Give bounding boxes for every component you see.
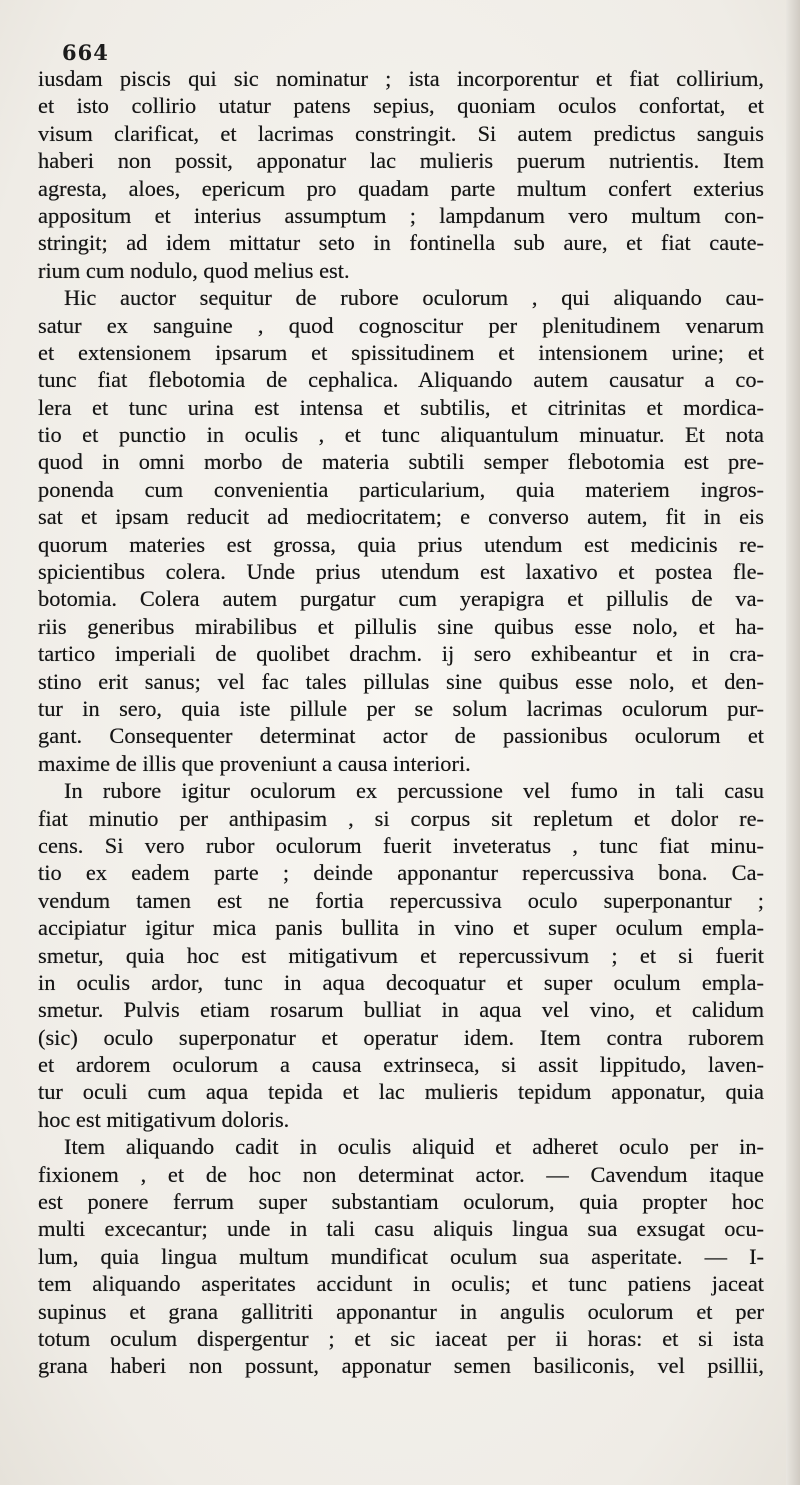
text-line: smetur, quia hoc est mitigativum et repercussivum ; et si fuerit [38,942,764,968]
text-line: Hic auctor sequitur de rubore oculorum , qui aliquando cau- [64,285,764,311]
text-line: tio et punctio in oculis , et tunc aliquantulum minuatur. Et nota [38,422,764,448]
text-line: iusdam piscis qui sic nominatur ; ista incorporentur et fiat collirium, [38,66,764,91]
text-line: totum oculum dispergentur ; et sic iaceat per ii horas: et si ista [38,1325,764,1351]
text-line: lum, quia lingua multum mundificat oculum sua asperitate. — I- [38,1243,764,1269]
text-line: stino erit sanus; vel fac tales pillulas sine quibus esse nolo, et den- [38,668,764,694]
text-line: tur oculi cum aqua tepida et lac mulieris tepidum apponatur, quia [38,1079,764,1105]
text-line: botomia. Colera autem purgatur cum yerapigra et pillulis de va- [38,586,764,612]
text-line: tur in sero, quia iste pillule per se solum lacrimas oculorum pur- [38,695,764,721]
text-line: satur ex sanguine , quod cognoscitur per plenitudinem venarum [38,312,764,338]
text-line: visum clarificat, et lacrimas constringit. Si autem predictus sanguis [38,120,764,146]
text-line: multi excecantur; unde in tali casu aliquis lingua sua exsugat ocu- [38,1216,764,1242]
text-line: sat et ipsam reducit ad mediocritatem; e converso autem, fit in eis [38,504,764,530]
text-line: spicientibus colera. Unde prius utendum est laxativo et postea fle- [38,559,764,585]
text-line: appositum et interius assumptum ; lampdanum vero multum con- [38,202,764,228]
text-line: riis generibus mirabilibus et pillulis sine quibus esse nolo, et ha- [38,613,764,639]
text-line: accipiatur igitur mica panis bullita in vino et super oculum empla- [38,915,764,941]
text-line: grana haberi non possunt, apponatur semen basiliconis, vel psillii, [38,1353,764,1379]
text-line: hoc est mitigativum doloris. [38,1106,290,1132]
page-number: 664 [62,40,109,65]
body-text [38,65,764,1380]
text-line: et isto collirio utatur patens sepius, quoniam oculos confortat, et [38,93,764,119]
text-line: ponenda cum convenientia particularium, quia materiem ingros- [38,476,764,502]
text-line: et ardorem oculorum a causa extrinseca, si assit lippitudo, laven- [38,1052,764,1078]
text-line: quod in omni morbo de materia subtili semper flebotomia est pre- [38,449,764,475]
text-line: lera et tunc urina est intensa et subtilis, et citrinitas et mordica- [38,394,764,420]
text-line: et extensionem ipsarum et spissitudinem et intensionem urine; et [38,339,764,365]
text-line: smetur. Pulvis etiam rosarum bulliat in aqua vel vino, et calidum [38,997,764,1023]
text-line: supinus et grana gallitriti apponantur in angulis oculorum et per [38,1298,764,1324]
text-line: est ponere ferrum super substantiam oculorum, quia propter hoc [38,1189,764,1215]
text-line: (sic) oculo superponatur et operatur idem. Item contra ruborem [38,1024,764,1050]
text-line: tunc fiat flebotomia de cephalica. Aliquando autem causatur a co- [38,367,764,393]
text-line: rium cum nodulo, quod melius est. [38,257,350,283]
page-edge-shadow [786,0,800,1485]
text-line: tem aliquando asperitates accidunt in oculis; et tunc patiens jaceat [38,1271,764,1297]
text-line: tartico imperiali de quolibet drachm. ij sero exhibeantur et in cra- [38,641,764,667]
text-line: agresta, aloes, epericum pro quadam parte multum confert exterius [38,175,764,201]
text-line: In rubore igitur oculorum ex percussione vel fumo in tali casu [64,778,764,804]
text-line: in oculis ardor, tunc in aqua decoquatur et super oculum empla- [38,969,764,995]
text-line: cens. Si vero rubor oculorum fuerit inveteratus , tunc fiat minu- [38,832,764,858]
text-line: fiat minutio per anthipasim , si corpus sit repletum et dolor re- [38,805,764,831]
text-line: vendum tamen est ne fortia repercussiva oculo superponantur ; [38,887,764,913]
text-line: quorum materies est grossa, quia prius utendum est medicinis re- [38,531,764,557]
text-line: maxime de illis que proveniunt a causa interiori. [38,750,471,776]
text-line: Item aliquando cadit in oculis aliquid et adheret oculo per in- [64,1134,764,1160]
text-line: stringit; ad idem mittatur seto in fontinella sub aure, et fiat caute- [38,230,764,256]
text-line: gant. Consequenter determinat actor de passionibus oculorum et [38,723,764,749]
text-line: tio ex eadem parte ; deinde apponantur repercussiva bona. Ca- [38,860,764,886]
text-line: fixionem , et de hoc non determinat actor. — Cavendum itaque [38,1161,764,1187]
text-line: haberi non possit, apponatur lac mulieris puerum nutrientis. Item [38,148,764,174]
